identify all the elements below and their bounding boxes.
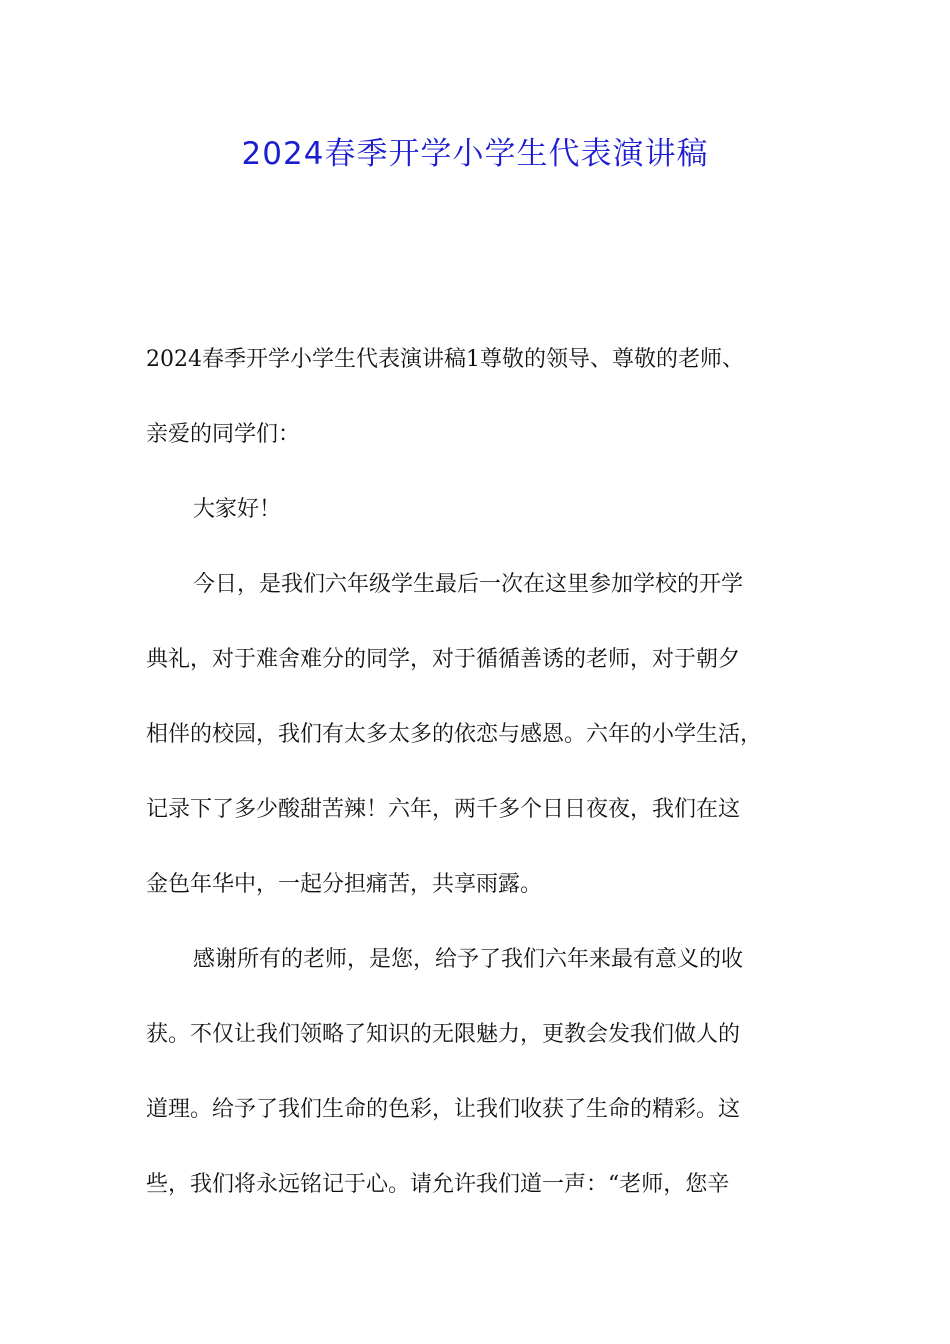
document-title: 2024春季开学小学生代表演讲稿 xyxy=(241,136,709,172)
text-line: 典礼，对于难舍难分的同学，对于循循善诱的老师，对于朝夕 xyxy=(146,647,741,672)
text-line: 道理。给予了我们生命的色彩，让我们收获了生命的精彩。这 xyxy=(146,1097,741,1122)
text-line: 2024春季开学小学生代表演讲稿1尊敬的领导、尊敬的老师、 xyxy=(146,347,744,372)
text-line: 获。不仅让我们领略了知识的无限魅力，更教会发我们做人的 xyxy=(146,1022,741,1047)
text-line: 金色年华中，一起分担痛苦，共享雨露。 xyxy=(146,872,543,897)
document-body xyxy=(146,340,826,1240)
text-line: 记录下了多少酸甜苦辣！六年，两千多个日日夜夜，我们在这 xyxy=(146,797,741,822)
text-line: 些，我们将永远铭记于心。请允许我们道一声：“老师，您辛 xyxy=(146,1172,730,1197)
text-line: 亲爱的同学们： xyxy=(146,422,301,447)
text-line: 感谢所有的老师，是您，给予了我们六年来最有意义的收 xyxy=(193,947,744,972)
text-line: 相伴的校园，我们有太多太多的依恋与感恩。六年的小学生活， xyxy=(146,722,763,747)
text-line: 大家好！ xyxy=(193,497,282,522)
text-line: 今日，是我们六年级学生最后一次在这里参加学校的开学 xyxy=(193,572,744,597)
